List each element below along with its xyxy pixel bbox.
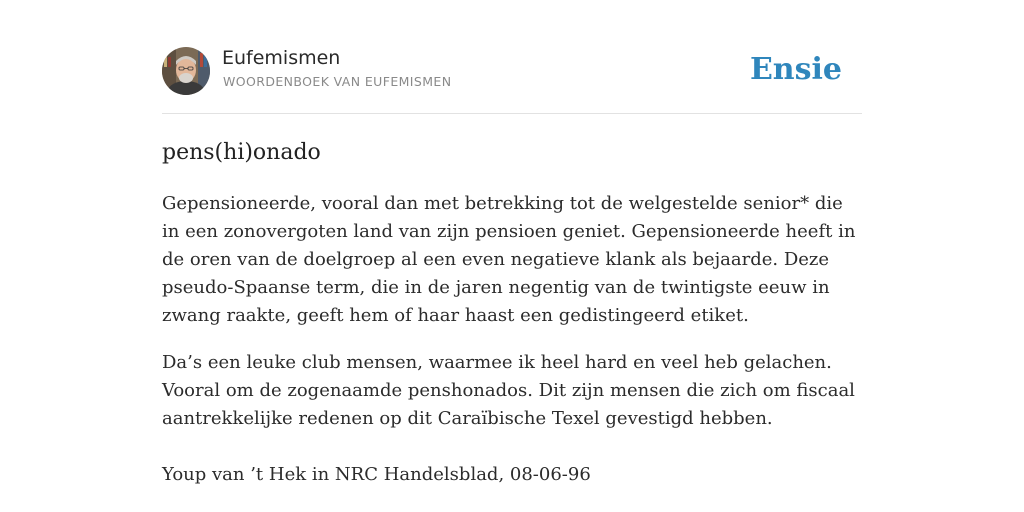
author-subtitle[interactable]: WOORDENBOEK VAN EUFEMISMEN [223,74,452,89]
entry-content [162,138,862,489]
header [162,46,862,96]
header-divider [162,113,862,114]
entry-title: pens(hi)onado [162,140,321,165]
entry-source: Youp van ’t Hek in NRC Handelsblad, 08-06-96 [162,464,591,485]
author-avatar-image [162,47,210,95]
brand-logo[interactable]: Ensie [749,52,842,87]
entry-definition: Gepensioneerde, vooral dan met betrekking tot de welgestelde senior* die in een zonovergoten land van zijn pensioen geniet. Gepensioneerde heeft in de oren van de doelgroep al een even negatieve klank als bejaarde. Deze pseudo-Spaanse term, die in de jaren negentig van de twintigste eeuw in zwang raakte, geeft hem of haar haast een gedistingeerd etiket. [162,193,856,326]
author-name[interactable]: Eufemismen [222,47,341,69]
author-avatar[interactable] [162,47,210,95]
entry-quote: Da’s een leuke club mensen, waarmee ik heel hard en veel heb gelachen. Vooral om de zogenaamde penshonados. Dit zijn mensen die zich om fiscaal aantrekkelijke redenen op dit Caraïbische Texel gevestigd hebben. [162,352,855,429]
